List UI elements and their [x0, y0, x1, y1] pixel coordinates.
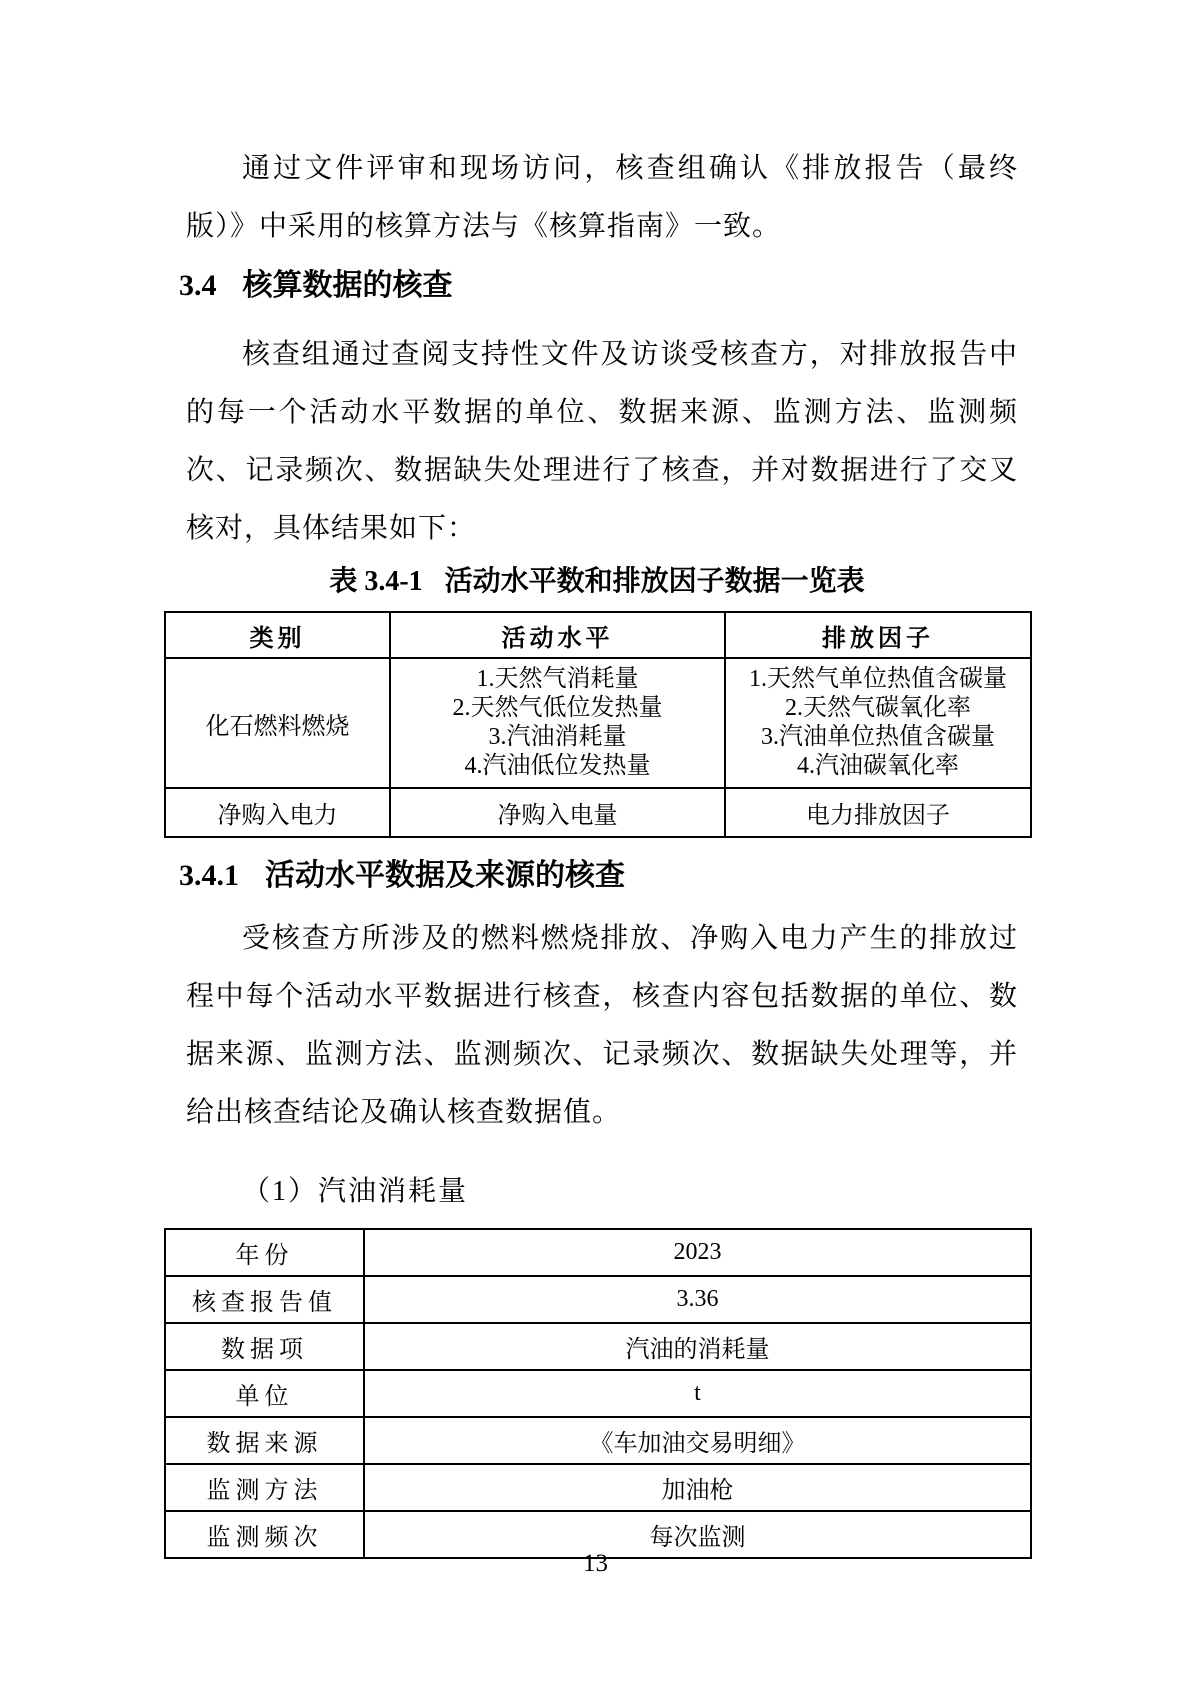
- row-label-data-source: 数据来源: [165, 1417, 364, 1464]
- page-number: 13: [583, 1550, 608, 1577]
- section-3-4-1-paragraph: 受核查方所涉及的燃料燃烧排放、净购入电力产生的排放过程中每个活动水平数据进行核查，核查内容包括数据的单位、数据来源、监测方法、监测频次、记录频次、数据缺失处理等，并给出核查结论及确认核查数据值。: [186, 923, 1018, 1128]
- electricity-category-cell: 净购入电力: [165, 788, 390, 837]
- table-row: [165, 1276, 1031, 1323]
- table-row: [165, 1229, 1031, 1276]
- table-row: [165, 1464, 1031, 1511]
- table-row-electricity: [165, 788, 1031, 837]
- page-content: [164, 0, 1030, 1559]
- section-3-4-paragraph: 核查组通过查阅支持性文件及访谈受核查方，对排放报告中的每一个活动水平数据的单位、数据来源、监测方法、监测频次、记录频次、数据缺失处理进行了核查，并对数据进行了交叉核对，具体结果如下：: [186, 339, 1018, 544]
- table-3-4-1-caption-label: 表 3.4-1: [329, 566, 423, 597]
- row-value-unit: t: [364, 1370, 1031, 1417]
- section-3-4-heading: [179, 266, 1030, 306]
- row-value-monitoring-method: 加油枪: [364, 1464, 1031, 1511]
- row-value-verified-value: 3.36: [364, 1276, 1031, 1323]
- col-header-activity-level: 活动水平: [390, 612, 725, 658]
- activity-emission-table: [164, 611, 1032, 838]
- table-3-4-1-caption: [164, 562, 1030, 601]
- row-label-year: 年份: [165, 1229, 364, 1276]
- table-row: [165, 1417, 1031, 1464]
- emission-factor-item: 1.天然气单位热值含碳量: [749, 666, 1007, 692]
- emission-factor-item: 2.天然气碳氧化率: [785, 695, 971, 721]
- section-3-4-title: 核算数据的核查: [242, 269, 453, 302]
- activity-level-item: 1.天然气消耗量: [476, 666, 639, 692]
- gasoline-consumption-table: [164, 1228, 1032, 1559]
- row-label-monitoring-method: 监测方法: [165, 1464, 364, 1511]
- row-label-monitoring-frequency: 监测频次: [165, 1511, 364, 1558]
- fossil-activity-level-cell: [390, 658, 725, 788]
- section-3-4-1-title: 活动水平数据及来源的核查: [265, 859, 625, 892]
- activity-level-item: 3.汽油消耗量: [488, 724, 627, 750]
- row-value-data-source: 《车加油交易明细》: [364, 1417, 1031, 1464]
- table-3-4-1-caption-title: 活动水平数和排放因子数据一览表: [444, 565, 865, 596]
- section-3-4-1-number: 3.4.1: [179, 859, 239, 892]
- intro-paragraph: 通过文件评审和现场访问，核查组确认《排放报告（最终版）》中采用的核算方法与《核算指南》一致。: [186, 153, 1018, 242]
- electricity-activity-level-cell: 净购入电量: [390, 788, 725, 837]
- table-row: [165, 1370, 1031, 1417]
- row-label-unit: 单位: [165, 1370, 364, 1417]
- row-label-data-item: 数据项: [165, 1323, 364, 1370]
- col-header-category: 类别: [165, 612, 390, 658]
- col-header-emission-factor: 排放因子: [725, 612, 1031, 658]
- emission-factor-item: 4.汽油碳氧化率: [797, 753, 959, 779]
- section-3-4-number: 3.4: [179, 269, 217, 302]
- table-row-fossil-fuel: [165, 658, 1031, 788]
- table-header-row: [165, 612, 1031, 658]
- emission-factor-item: 3.汽油单位热值含碳量: [761, 724, 995, 750]
- row-value-data-item: 汽油的消耗量: [364, 1323, 1031, 1370]
- row-value-monitoring-frequency: 每次监测: [364, 1511, 1031, 1558]
- fossil-category-cell: 化石燃料燃烧: [165, 658, 390, 788]
- activity-level-item: 4.汽油低位发热量: [464, 753, 651, 779]
- item-1-gasoline-label: （1）汽油消耗量: [242, 1176, 469, 1207]
- row-value-year: 2023: [364, 1229, 1031, 1276]
- electricity-emission-factor-cell: 电力排放因子: [725, 788, 1031, 837]
- table-row: [165, 1323, 1031, 1370]
- section-3-4-1-heading: [179, 856, 1030, 896]
- row-label-verified-value: 核查报告值: [165, 1276, 364, 1323]
- activity-level-item: 2.天然气低位发热量: [452, 695, 663, 721]
- fossil-emission-factor-cell: [725, 658, 1031, 788]
